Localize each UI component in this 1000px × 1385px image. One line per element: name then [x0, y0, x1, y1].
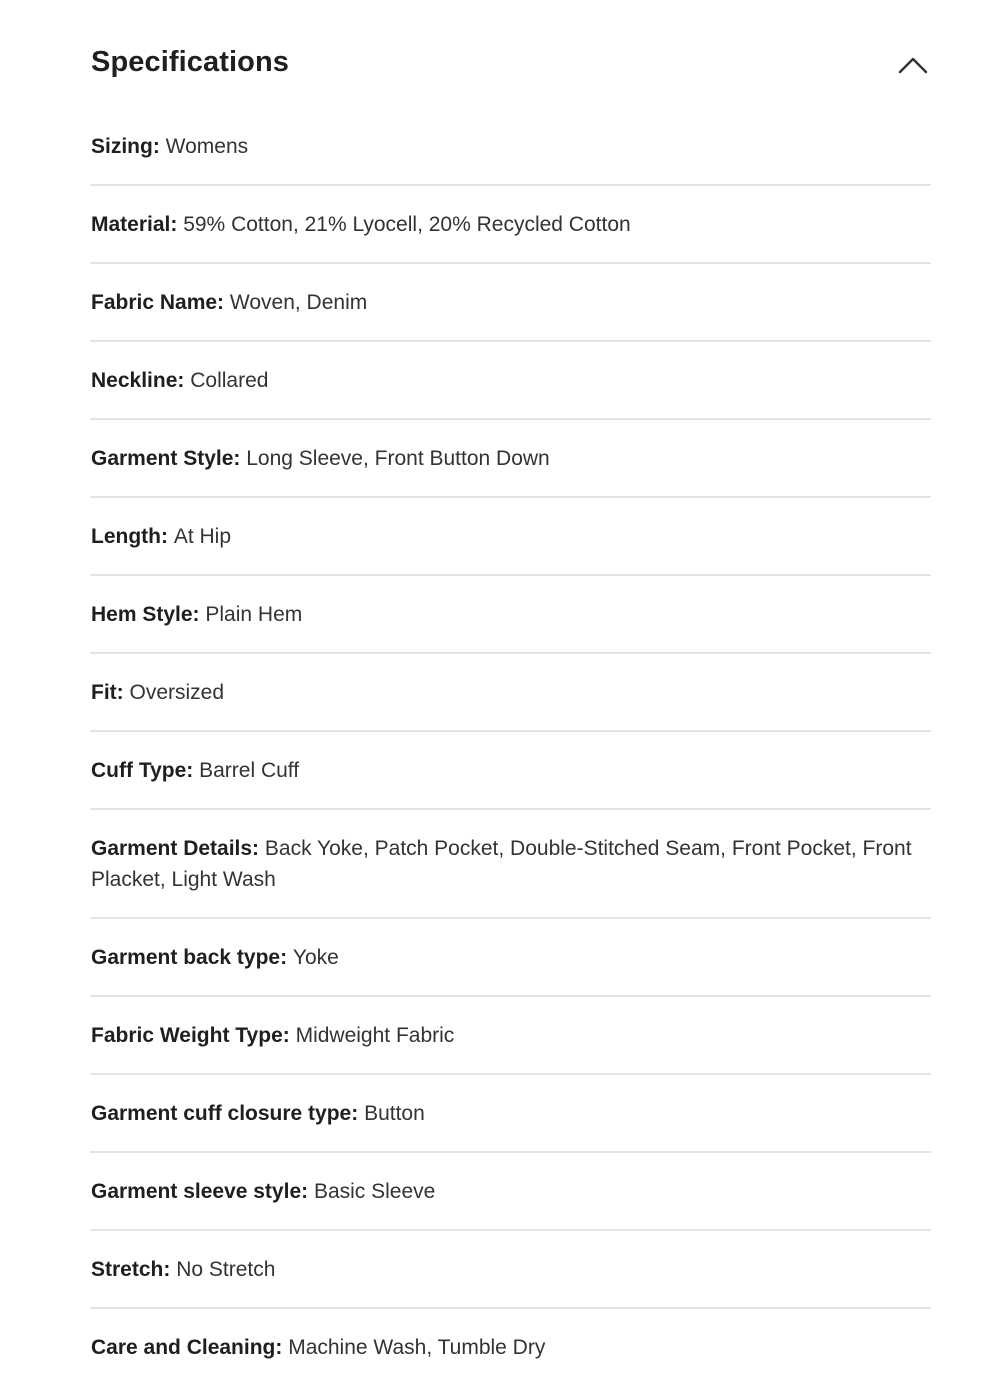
spec-label: Garment cuff closure type:: [91, 1102, 365, 1125]
spec-label: Neckline:: [91, 369, 191, 392]
spec-label: Hem Style:: [91, 603, 206, 626]
spec-label: Fabric Weight Type:: [91, 1024, 296, 1047]
spec-row-stretch: [90, 1231, 931, 1309]
spec-row-fit: [90, 654, 931, 732]
spec-value: No Stretch: [176, 1258, 276, 1281]
spec-label: Fabric Name:: [91, 291, 230, 314]
chevron-up-icon: [898, 56, 928, 74]
spec-value: Collared: [190, 369, 269, 392]
spec-label: Cuff Type:: [91, 759, 200, 782]
spec-label: Sizing:: [91, 135, 166, 158]
specifications-header[interactable]: [90, 0, 931, 108]
spec-row-fabric-name: [90, 264, 931, 342]
spec-value: Button: [364, 1102, 425, 1125]
spec-list: [90, 108, 931, 1385]
spec-label: Garment Details:: [91, 837, 265, 860]
spec-value: Plain Hem: [205, 603, 303, 626]
spec-value: At Hip: [173, 525, 231, 548]
spec-row-fabric-weight-type: [90, 997, 931, 1075]
spec-value: Long Sleeve, Front Button Down: [246, 447, 550, 470]
spec-value: Yoke: [292, 946, 339, 969]
spec-value: Oversized: [129, 681, 225, 704]
spec-row-length: [90, 498, 931, 576]
spec-value: Barrel Cuff: [199, 759, 300, 782]
spec-row-garment-cuff-closure-type: [90, 1075, 931, 1153]
spec-value: Womens: [165, 135, 249, 158]
spec-row-garment-sleeve-style: [90, 1153, 931, 1231]
spec-value: Woven, Denim: [229, 291, 368, 314]
spec-label: Care and Cleaning:: [91, 1336, 289, 1359]
spec-value: Machine Wash, Tumble Dry: [288, 1336, 546, 1359]
spec-row-neckline: [90, 342, 931, 420]
collapse-button[interactable]: [895, 48, 931, 82]
spec-row-sizing: [90, 108, 931, 186]
spec-row-hem-style: [90, 576, 931, 654]
spec-value: Basic Sleeve: [313, 1180, 436, 1203]
spec-row-care-and-cleaning: [90, 1309, 931, 1385]
spec-label: Garment Style:: [91, 447, 247, 470]
spec-row-garment-back-type: [90, 919, 931, 997]
spec-label: Length:: [91, 525, 174, 548]
spec-row-garment-style: [90, 420, 931, 498]
spec-row-material: [90, 186, 931, 264]
spec-row-cuff-type: [90, 732, 931, 810]
spec-label: Garment back type:: [91, 946, 293, 969]
spec-label: Stretch:: [91, 1258, 177, 1281]
spec-value: 59% Cotton, 21% Lyocell, 20% Recycled Cotton: [183, 213, 631, 236]
section-title: Specifications: [91, 46, 290, 78]
spec-label: Garment sleeve style:: [91, 1180, 314, 1203]
spec-label: Material:: [91, 213, 184, 236]
spec-row-garment-details: [90, 810, 931, 919]
spec-value: Midweight Fabric: [295, 1024, 455, 1047]
spec-label: Fit:: [91, 681, 130, 704]
spec-value: Back Yoke, Patch Pocket, Double-Stitched Seam, Front Pocket, Front Placket, Light Wash: [91, 837, 912, 891]
specifications-panel: [90, 0, 931, 1385]
